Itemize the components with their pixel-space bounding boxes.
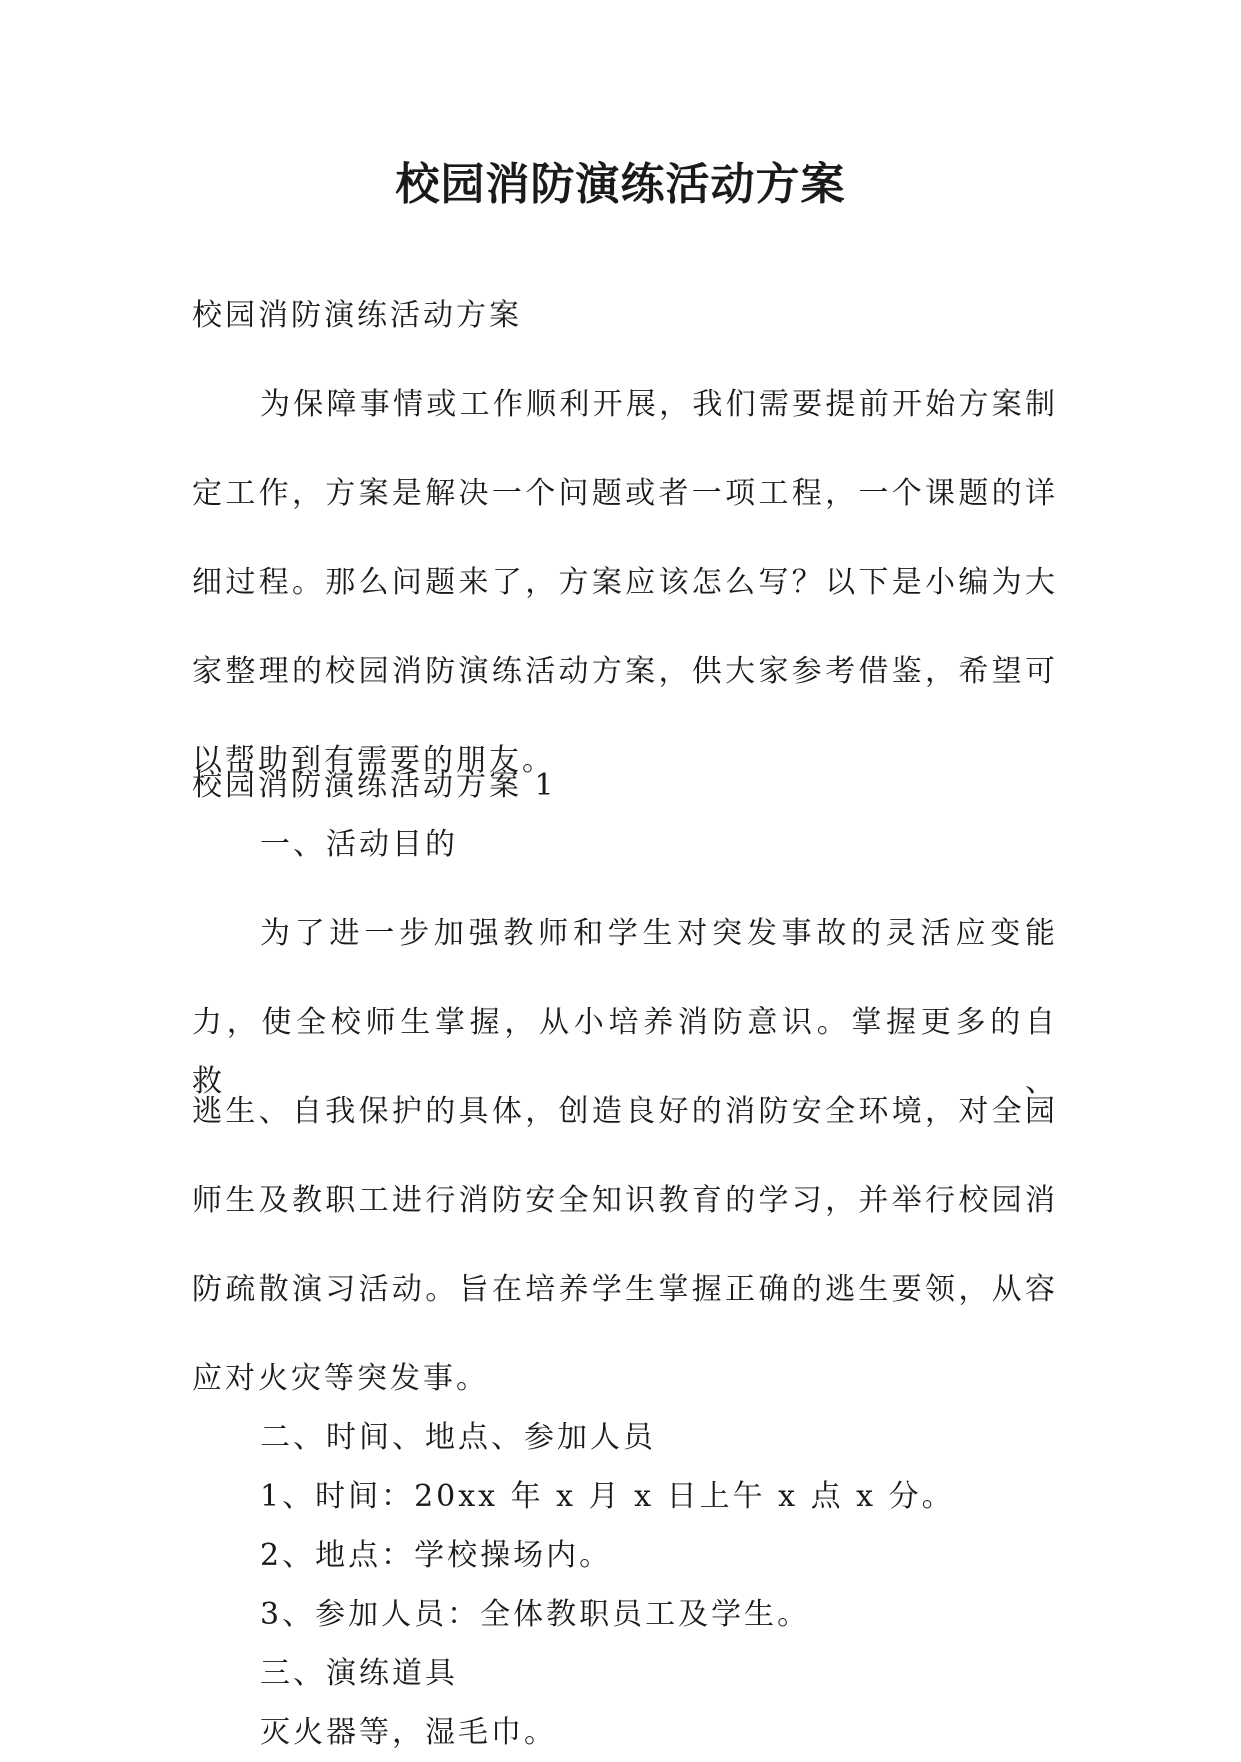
props-heading: 三、演练道具 [260, 1656, 458, 1691]
intro-paragraph-line: 细过程。那么问题来了，方案应该怎么写？以下是小编为大 [192, 565, 1058, 600]
purpose-paragraph-line: 师生及教职工进行消防安全知识教育的学习，并举行校园消 [192, 1183, 1058, 1218]
participants-item: 3、参加人员：全体教职员工及学生。 [260, 1597, 811, 1632]
purpose-heading: 一、活动目的 [260, 827, 458, 862]
document-title: 校园消防演练活动方案 [395, 159, 846, 210]
plan-section-1 [192, 756, 1058, 1762]
intro-paragraph-line: 为保障事情或工作顺利开展，我们需要提前开始方案制 [260, 387, 1058, 422]
purpose-paragraph-line: 防疏散演习活动。旨在培养学生掌握正确的逃生要领，从容 [192, 1272, 1058, 1307]
section-heading: 校园消防演练活动方案 1 [192, 768, 557, 803]
intro-section [192, 286, 1058, 790]
intro-heading: 校园消防演练活动方案 [192, 298, 522, 333]
purpose-paragraph-line: 为了进一步加强教师和学生对突发事故的灵活应变能 [260, 916, 1058, 951]
props-text: 灭火器等，湿毛巾。 [260, 1715, 557, 1750]
intro-paragraph-line: 家整理的校园消防演练活动方案，供大家参考借鉴，希望可 [192, 654, 1058, 689]
intro-paragraph-line: 定工作，方案是解决一个问题或者一项工程，一个课题的详 [192, 476, 1058, 511]
time-place-heading: 二、时间、地点、参加人员 [260, 1420, 656, 1455]
time-item: 1、时间：20xx 年 x 月 x 日上午 x 点 x 分。 [260, 1479, 955, 1514]
purpose-paragraph-line: 逃生、自我保护的具体，创造良好的消防安全环境，对全园 [192, 1094, 1058, 1129]
place-item: 2、地点：学校操场内。 [260, 1538, 613, 1573]
purpose-paragraph-line: 力，使全校师生掌握，从小培养消防意识。掌握更多的自救、 [192, 1005, 1058, 1099]
intro-paragraph-line: 以帮助到有需要的朋友。 [192, 743, 555, 778]
purpose-paragraph-line: 应对火灾等突发事。 [192, 1361, 489, 1396]
